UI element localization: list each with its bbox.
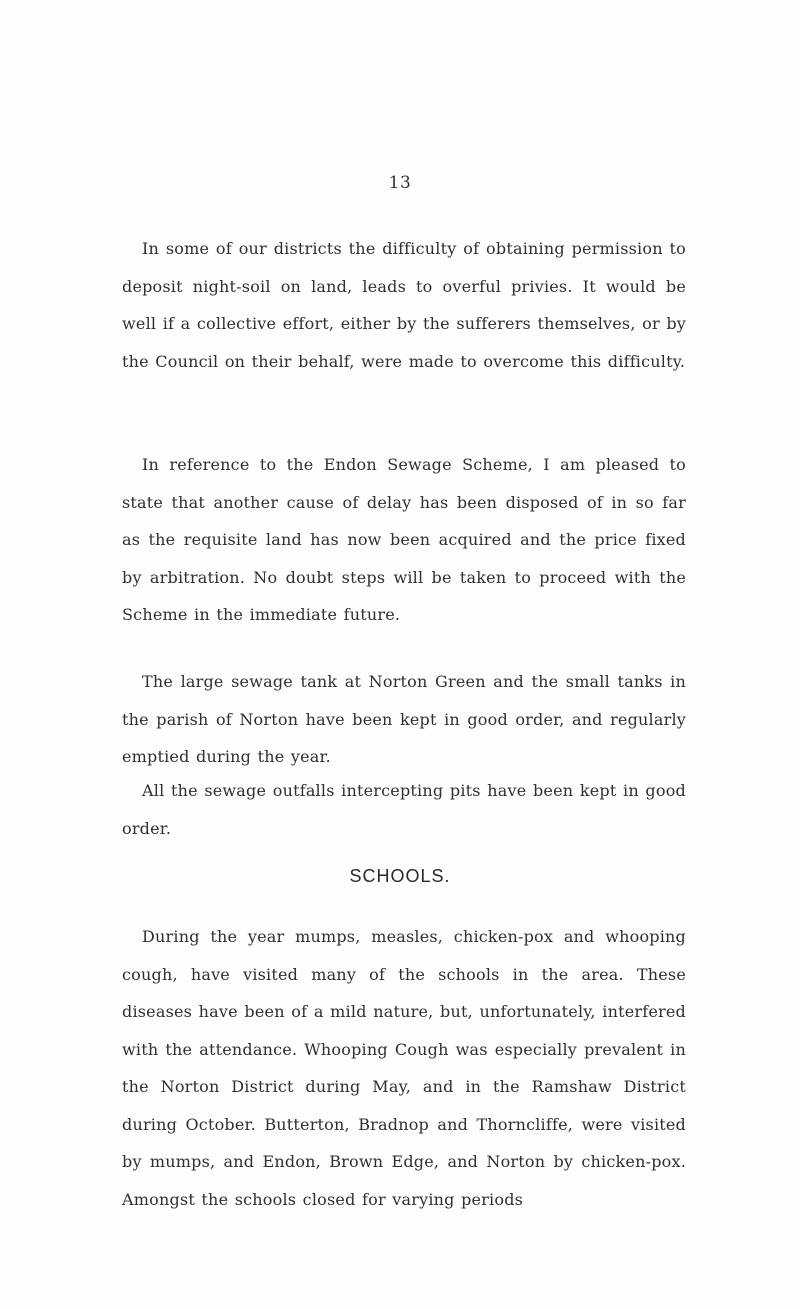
- paragraph-night-soil: In some of our districts the difficulty of obtaining permission to deposit night-soil on land, leads to overful privies. It would be well if a collective effort, either by the sufferers themselves, or by the Council on their behalf, were made to overcome this difficulty.: [122, 239, 686, 371]
- paragraph-norton-tanks: The large sewage tank at Norton Green and the small tanks in the parish of Norton have been kept in good order, and regularly emptied during the year.: [122, 672, 686, 766]
- page-number: 13: [388, 173, 412, 193]
- paragraph-schools-diseases: During the year mumps, measles, chicken-pox and whooping cough, have visited many of the schools in the area. These diseases have been of a mild nature, but, unfortunately, interfered with the attendance. Whooping Cough was especially prevalent in the Norton District during May, and in the Ramshaw District during October. Butterton, Bradnop and Thorncliffe, were visited by mumps, and Endon, Brown Edge, and Norton by chicken-pox. Amongst the schools closed for varying periods: [122, 927, 686, 1209]
- section-heading-schools: SCHOOLS.: [349, 866, 451, 886]
- paragraph-endon-sewage-scheme: In reference to the Endon Sewage Scheme, I am pleased to state that another cause of delay has been disposed of in so far as the requisite land has now been acquired and the price fixed by arbitration. No doubt steps will be taken to proceed with the Scheme in the immediate future.: [122, 455, 686, 624]
- paragraph-sewage-outfalls: All the sewage outfalls intercepting pits have been kept in good order.: [122, 781, 686, 838]
